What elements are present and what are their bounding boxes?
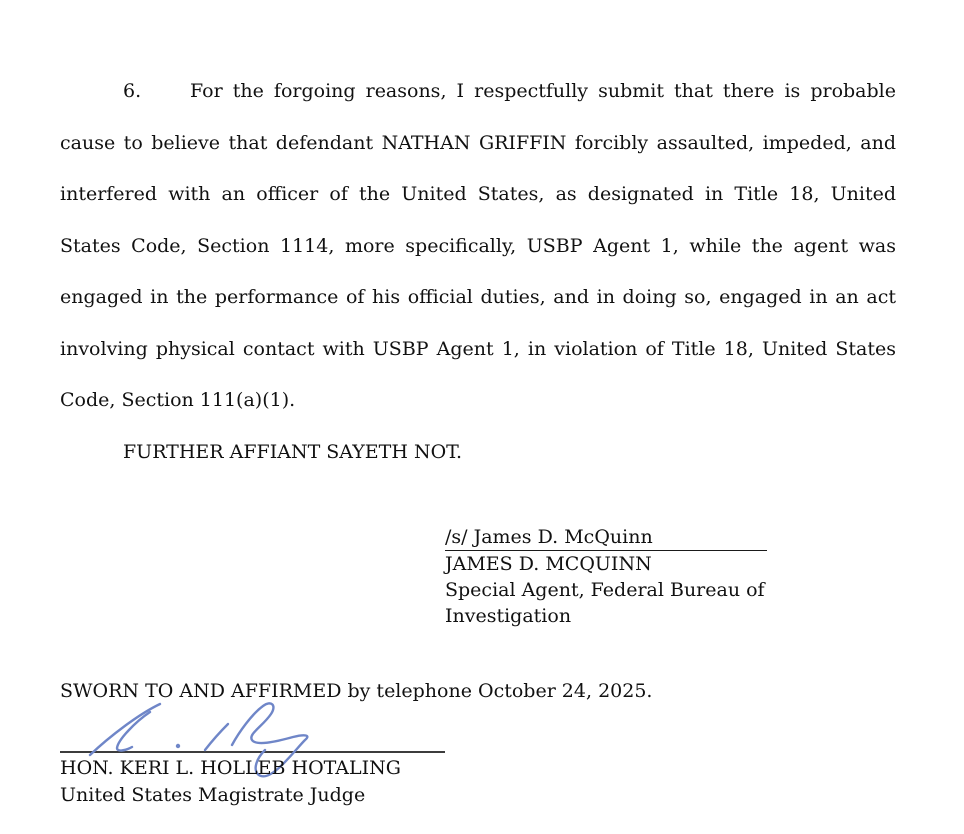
paragraph-line: Code, Section 111(a)(1). (60, 389, 296, 411)
paragraph-line: 6. For the forgoing reasons, I respectfully submit that there is probable (60, 66, 896, 118)
agent-title-line2: Investigation (445, 605, 572, 627)
judge-title: United States Magistrate Judge (60, 783, 366, 806)
further-affiant-line: FURTHER AFFIANT SAYETH NOT. (123, 440, 463, 463)
judge-name: HON. KERI L. HOLLEB HOTALING (60, 757, 401, 779)
paragraph-number: 6. (123, 80, 142, 102)
judge-signature-line (60, 751, 445, 753)
paragraph-line: involving physical contact with USBP Agent 1, in violation of Title 18, United States (60, 337, 896, 360)
signature-stroke-slash (205, 724, 228, 750)
signature-line (445, 524, 767, 551)
signature-dot (176, 744, 180, 748)
paragraph-line: engaged in the performance of his official duties, and in doing so, engaged in an act (60, 286, 896, 308)
paragraph-line: States Code, Section 1114, more specifically, USBP Agent 1, while the agent was (60, 234, 896, 257)
agent-name: JAMES D. MCQUINN (445, 553, 652, 575)
paragraph-line: cause to believe that defendant NATHAN GRIFFIN forcibly assaulted, impeded, and (60, 131, 896, 154)
signature-stroke-k-slash (90, 704, 160, 755)
electronic-signature: /s/ James D. McQuinn (445, 524, 767, 551)
agent-signature-block (445, 524, 767, 629)
affidavit-paragraph (60, 66, 896, 478)
judge-name-block (60, 755, 401, 808)
paragraph-line: interfered with an officer of the United States, as designated in Title 18, United (60, 183, 896, 205)
signature-stroke-k-leg (117, 712, 150, 751)
agent-title-line1: Special Agent, Federal Bureau of (445, 579, 765, 601)
sworn-statement: SWORN TO AND AFFIRMED by telephone October 24, 2025. (60, 680, 653, 702)
